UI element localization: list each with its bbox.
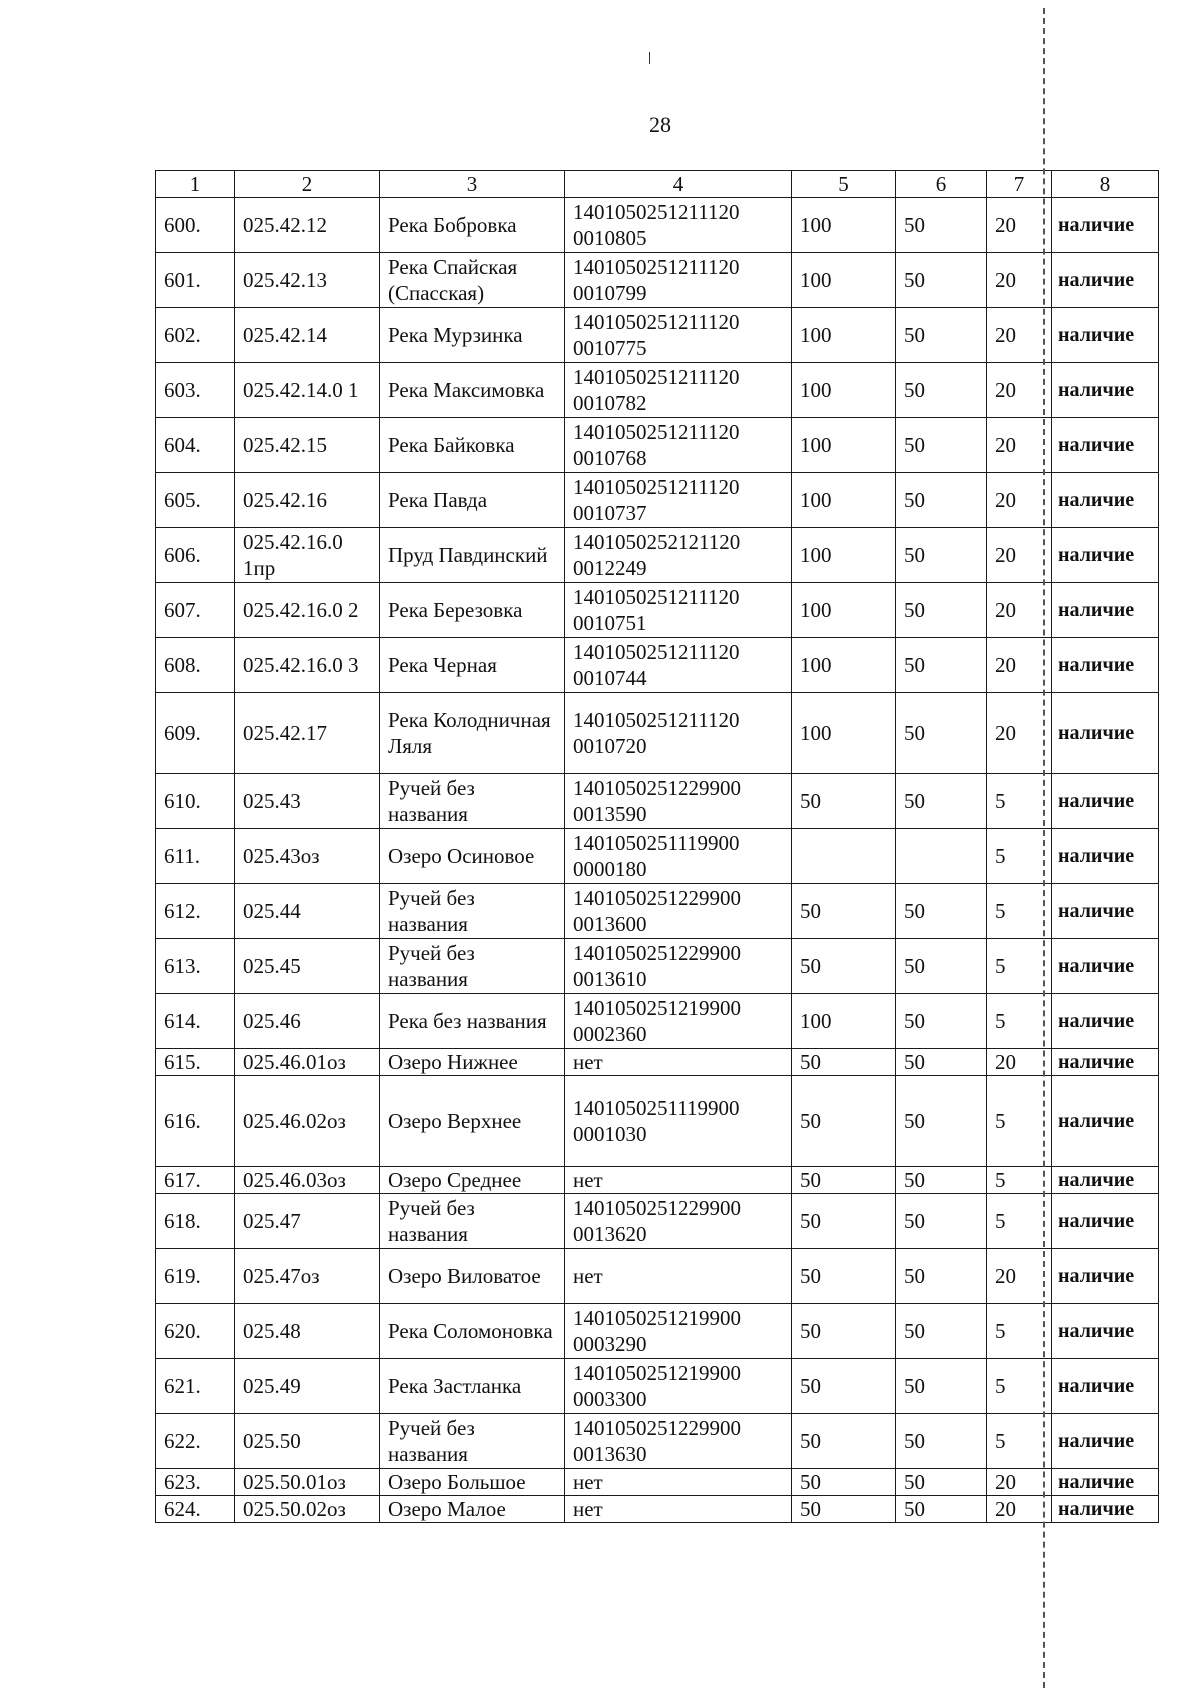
status: наличие (1052, 1076, 1159, 1167)
object-code: 025.43оз (235, 829, 380, 884)
value-col7: 20 (987, 583, 1052, 638)
registry-code: нет (565, 1249, 792, 1304)
row-number: 601. (156, 253, 235, 308)
object-name: Река Колодничная Ляля (380, 693, 565, 774)
row-number: 603. (156, 363, 235, 418)
status: наличие (1052, 1194, 1159, 1249)
table-row (156, 829, 1159, 884)
status: наличие (1052, 774, 1159, 829)
object-code: 025.42.15 (235, 418, 380, 473)
value-col7: 20 (987, 638, 1052, 693)
object-code: 025.50.02оз (235, 1496, 380, 1523)
value-col6: 50 (896, 583, 987, 638)
value-col7: 20 (987, 418, 1052, 473)
value-col7: 5 (987, 994, 1052, 1049)
status: наличие (1052, 583, 1159, 638)
value-col7: 5 (987, 939, 1052, 994)
object-code: 025.42.14 (235, 308, 380, 363)
object-code: 025.47оз (235, 1249, 380, 1304)
registry-code: 1401050251211120 0010805 (565, 198, 792, 253)
value-col6: 50 (896, 198, 987, 253)
value-col5: 50 (792, 1414, 896, 1469)
object-code: 025.46.01оз (235, 1049, 380, 1076)
object-code: 025.42.12 (235, 198, 380, 253)
status: наличие (1052, 253, 1159, 308)
row-number: 616. (156, 1076, 235, 1167)
table-row (156, 308, 1159, 363)
registry-code: 1401050251229900 0013600 (565, 884, 792, 939)
registry-code: 1401050251211120 0010799 (565, 253, 792, 308)
value-col7: 5 (987, 1194, 1052, 1249)
registry-code: нет (565, 1469, 792, 1496)
registry-code: 1401050251211120 0010737 (565, 473, 792, 528)
value-col6: 50 (896, 1076, 987, 1167)
value-col7: 5 (987, 884, 1052, 939)
value-col7: 20 (987, 308, 1052, 363)
object-name: Ручей без названия (380, 1414, 565, 1469)
value-col7: 20 (987, 1249, 1052, 1304)
status: наличие (1052, 1469, 1159, 1496)
value-col7: 5 (987, 1304, 1052, 1359)
status: наличие (1052, 1414, 1159, 1469)
row-number: 606. (156, 528, 235, 583)
status: наличие (1052, 693, 1159, 774)
value-col6: 50 (896, 1194, 987, 1249)
value-col7: 20 (987, 363, 1052, 418)
table-row (156, 253, 1159, 308)
value-col6: 50 (896, 363, 987, 418)
registry-code: 1401050251211120 0010744 (565, 638, 792, 693)
header-row (156, 171, 1159, 198)
row-number: 623. (156, 1469, 235, 1496)
scan-edge-line (1043, 8, 1045, 1688)
object-name: Река Спайская (Спасская) (380, 253, 565, 308)
table-row (156, 583, 1159, 638)
value-col7: 20 (987, 693, 1052, 774)
value-col6: 50 (896, 638, 987, 693)
row-number: 618. (156, 1194, 235, 1249)
status: наличие (1052, 198, 1159, 253)
object-code: 025.45 (235, 939, 380, 994)
column-header: 4 (565, 171, 792, 198)
object-name: Река Байковка (380, 418, 565, 473)
table-row (156, 693, 1159, 774)
value-col7: 20 (987, 528, 1052, 583)
object-code: 025.47 (235, 1194, 380, 1249)
table-row (156, 418, 1159, 473)
row-number: 620. (156, 1304, 235, 1359)
value-col5: 100 (792, 693, 896, 774)
row-number: 604. (156, 418, 235, 473)
row-number: 610. (156, 774, 235, 829)
table-row (156, 994, 1159, 1049)
row-number: 617. (156, 1167, 235, 1194)
value-col6: 50 (896, 994, 987, 1049)
value-col6: 50 (896, 308, 987, 363)
value-col6: 50 (896, 1304, 987, 1359)
column-header: 7 (987, 171, 1052, 198)
registry-code: 1401050251229900 0013610 (565, 939, 792, 994)
table-row (156, 638, 1159, 693)
value-col5: 100 (792, 528, 896, 583)
status: наличие (1052, 1496, 1159, 1523)
object-name: Река Березовка (380, 583, 565, 638)
object-name: Река без названия (380, 994, 565, 1049)
status: наличие (1052, 1249, 1159, 1304)
value-col7: 20 (987, 473, 1052, 528)
registry-code: 1401050251219900 0002360 (565, 994, 792, 1049)
table-row (156, 939, 1159, 994)
value-col6: 50 (896, 1469, 987, 1496)
value-col6: 50 (896, 1414, 987, 1469)
value-col5: 100 (792, 638, 896, 693)
value-col7: 5 (987, 1414, 1052, 1469)
object-code: 025.46 (235, 994, 380, 1049)
object-name: Река Максимовка (380, 363, 565, 418)
column-header: 3 (380, 171, 565, 198)
registry-code: нет (565, 1496, 792, 1523)
object-code: 025.42.17 (235, 693, 380, 774)
value-col6: 50 (896, 528, 987, 583)
registry-code: нет (565, 1167, 792, 1194)
registry-code: 1401050251211120 0010782 (565, 363, 792, 418)
row-number: 622. (156, 1414, 235, 1469)
object-code: 025.42.16 (235, 473, 380, 528)
row-number: 609. (156, 693, 235, 774)
value-col5: 100 (792, 583, 896, 638)
value-col5: 100 (792, 363, 896, 418)
object-name: Река Застланка (380, 1359, 565, 1414)
object-name: Ручей без названия (380, 1194, 565, 1249)
value-col6: 50 (896, 1496, 987, 1523)
value-col5: 100 (792, 198, 896, 253)
scan-mark (649, 52, 650, 64)
object-code: 025.46.03оз (235, 1167, 380, 1194)
value-col6: 50 (896, 1249, 987, 1304)
object-code: 025.50 (235, 1414, 380, 1469)
status: наличие (1052, 1049, 1159, 1076)
table-row (156, 1076, 1159, 1167)
table-row (156, 1304, 1159, 1359)
registry-code: 1401050251119900 0001030 (565, 1076, 792, 1167)
value-col6: 50 (896, 418, 987, 473)
value-col5: 50 (792, 1194, 896, 1249)
value-col7: 20 (987, 253, 1052, 308)
registry-code: 1401050251119900 0000180 (565, 829, 792, 884)
row-number: 624. (156, 1496, 235, 1523)
value-col6: 50 (896, 884, 987, 939)
water-bodies-table (155, 170, 1159, 1523)
table-row (156, 1469, 1159, 1496)
table-row (156, 473, 1159, 528)
status: наличие (1052, 528, 1159, 583)
row-number: 602. (156, 308, 235, 363)
status: наличие (1052, 884, 1159, 939)
row-number: 621. (156, 1359, 235, 1414)
table-row (156, 1249, 1159, 1304)
value-col5: 50 (792, 884, 896, 939)
table-row (156, 774, 1159, 829)
table-body (156, 198, 1159, 1523)
row-number: 614. (156, 994, 235, 1049)
registry-code: 1401050252121120 0012249 (565, 528, 792, 583)
value-col5: 50 (792, 1167, 896, 1194)
status: наличие (1052, 829, 1159, 884)
object-code: 025.42.16.0 3 (235, 638, 380, 693)
object-name: Озеро Осиновое (380, 829, 565, 884)
table-row (156, 884, 1159, 939)
value-col5: 50 (792, 1076, 896, 1167)
registry-code: 1401050251229900 0013620 (565, 1194, 792, 1249)
column-header: 1 (156, 171, 235, 198)
value-col6: 50 (896, 1167, 987, 1194)
object-code: 025.48 (235, 1304, 380, 1359)
object-code: 025.42.14.0 1 (235, 363, 380, 418)
value-col6: 50 (896, 939, 987, 994)
value-col5: 50 (792, 1496, 896, 1523)
value-col5: 50 (792, 1249, 896, 1304)
object-code: 025.42.16.0 2 (235, 583, 380, 638)
column-header: 5 (792, 171, 896, 198)
table-row (156, 363, 1159, 418)
value-col6: 50 (896, 693, 987, 774)
object-name: Река Соломоновка (380, 1304, 565, 1359)
row-number: 613. (156, 939, 235, 994)
value-col5: 50 (792, 1359, 896, 1414)
registry-code: 1401050251219900 0003290 (565, 1304, 792, 1359)
row-number: 619. (156, 1249, 235, 1304)
value-col5: 100 (792, 308, 896, 363)
registry-code: 1401050251219900 0003300 (565, 1359, 792, 1414)
registry-code: 1401050251211120 0010775 (565, 308, 792, 363)
status: наличие (1052, 308, 1159, 363)
status: наличие (1052, 473, 1159, 528)
status: наличие (1052, 994, 1159, 1049)
object-name: Ручей без названия (380, 774, 565, 829)
value-col7: 5 (987, 1359, 1052, 1414)
object-name: Ручей без названия (380, 939, 565, 994)
value-col7: 20 (987, 1049, 1052, 1076)
object-name: Река Мурзинка (380, 308, 565, 363)
object-code: 025.46.02оз (235, 1076, 380, 1167)
value-col5: 50 (792, 939, 896, 994)
value-col6: 50 (896, 253, 987, 308)
object-name: Ручей без названия (380, 884, 565, 939)
value-col7: 5 (987, 829, 1052, 884)
value-col7: 20 (987, 198, 1052, 253)
value-col6: 50 (896, 1359, 987, 1414)
object-code: 025.50.01оз (235, 1469, 380, 1496)
value-col5: 50 (792, 774, 896, 829)
object-name: Озеро Нижнее (380, 1049, 565, 1076)
registry-code: 1401050251229900 0013590 (565, 774, 792, 829)
value-col7: 20 (987, 1496, 1052, 1523)
status: наличие (1052, 1304, 1159, 1359)
registry-code: 1401050251229900 0013630 (565, 1414, 792, 1469)
value-col5: 50 (792, 1469, 896, 1496)
row-number: 612. (156, 884, 235, 939)
value-col5: 100 (792, 994, 896, 1049)
table-row (156, 198, 1159, 253)
object-code: 025.42.16.0 1пр (235, 528, 380, 583)
object-code: 025.43 (235, 774, 380, 829)
value-col7: 20 (987, 1469, 1052, 1496)
status: наличие (1052, 418, 1159, 473)
registry-code: 1401050251211120 0010751 (565, 583, 792, 638)
row-number: 600. (156, 198, 235, 253)
table-row (156, 1167, 1159, 1194)
status: наличие (1052, 939, 1159, 994)
status: наличие (1052, 1359, 1159, 1414)
object-name: Река Черная (380, 638, 565, 693)
table-row (156, 1049, 1159, 1076)
object-name: Река Павда (380, 473, 565, 528)
row-number: 608. (156, 638, 235, 693)
value-col5: 100 (792, 418, 896, 473)
status: наличие (1052, 638, 1159, 693)
table-row (156, 528, 1159, 583)
object-name: Озеро Малое (380, 1496, 565, 1523)
row-number: 607. (156, 583, 235, 638)
object-name: Озеро Виловатое (380, 1249, 565, 1304)
column-header: 6 (896, 171, 987, 198)
value-col6: 50 (896, 1049, 987, 1076)
registry-code: нет (565, 1049, 792, 1076)
value-col6 (896, 829, 987, 884)
status: наличие (1052, 363, 1159, 418)
object-name: Озеро Среднее (380, 1167, 565, 1194)
object-name: Озеро Большое (380, 1469, 565, 1496)
row-number: 605. (156, 473, 235, 528)
value-col7: 5 (987, 774, 1052, 829)
registry-code: 1401050251211120 0010768 (565, 418, 792, 473)
table-row (156, 1194, 1159, 1249)
column-header: 2 (235, 171, 380, 198)
object-code: 025.44 (235, 884, 380, 939)
value-col6: 50 (896, 774, 987, 829)
value-col5: 100 (792, 473, 896, 528)
object-name: Пруд Павдинский (380, 528, 565, 583)
value-col5: 50 (792, 1304, 896, 1359)
table-row (156, 1359, 1159, 1414)
value-col7: 5 (987, 1167, 1052, 1194)
column-header: 8 (1052, 171, 1159, 198)
table-row (156, 1414, 1159, 1469)
object-name: Река Бобровка (380, 198, 565, 253)
value-col7: 5 (987, 1076, 1052, 1167)
value-col5 (792, 829, 896, 884)
page-number: 28 (649, 112, 671, 137)
object-code: 025.49 (235, 1359, 380, 1414)
row-number: 611. (156, 829, 235, 884)
registry-code: 1401050251211120 0010720 (565, 693, 792, 774)
value-col6: 50 (896, 473, 987, 528)
status: наличие (1052, 1167, 1159, 1194)
value-col5: 50 (792, 1049, 896, 1076)
value-col5: 100 (792, 253, 896, 308)
object-code: 025.42.13 (235, 253, 380, 308)
table-row (156, 1496, 1159, 1523)
object-name: Озеро Верхнее (380, 1076, 565, 1167)
row-number: 615. (156, 1049, 235, 1076)
